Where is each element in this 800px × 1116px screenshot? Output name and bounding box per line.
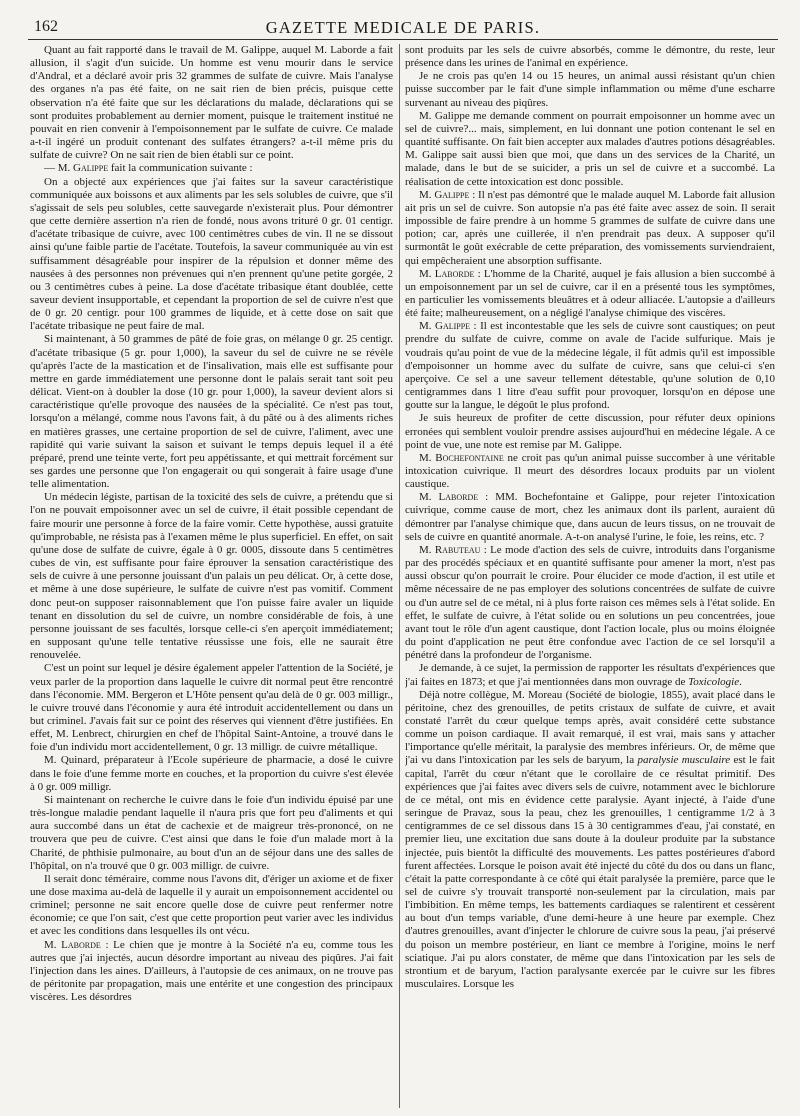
paragraph [30,333,393,491]
paragraph-text: M. Quinard, préparateur à l'Ecole supérieure de pharmacie, a dosé le cuivre dans le foie d'une femme morte en couches, et la proportion du cuivre s'est élevée à 0 gr. 009 milligr. [30,754,393,793]
italic-text: paralysie musculaire [637,754,731,767]
speaker-name: M. Laborde [44,938,101,951]
paragraph [30,44,393,162]
paragraph-text: fait la communication suivante : [108,162,253,175]
paragraph [405,662,775,688]
paragraph [405,268,775,321]
speaker-name: M. Laborde [419,267,475,280]
paragraph-text: est le fait capital, l'arrêt du cœur n'étant que le corollaire de ce résultat primitif. Des expériences que j'ai faites avec divers sels de cuivre, notamment avec le bichlorure de ce métal, ont mis en évidence cette paralysie. Ayant injecté, à l'aide d'une seringue de Pravaz, sous la peau, chez les grenouilles, 1 centigramme 1/2 à 3 centigrammes de ce sel dissous dans 15 à 30 centigrammes d'eau, j'ai constaté, en premier lieu, une excitation due sans doute à la douleur produite par la substance injectée, puis bientôt la difficulté des mouvements. Les pattes postérieures d'abord furent affectées. Lorsque le poison avait été injecté du côté du dos ou dans un flanc, c'était la patte correspondante à ce côté qui était paralysée la première, parce que le sel de cuivre s'y trouvait transporté non-seulement par la circulation, mais par l'imbibition. En même temps, les battements cardiaques se ralentirent et cessèrent au bout d'un temps variable, d'une demi-heure à une heure par exemple. Chez d'autres grenouilles, avant d'injecter le chlorure de cuivre sous la peau, j'ai préservé du poison un membre postérieur, en liant ce membre à l'origine, moins le nerf sciatique. J'ai pu alors constater, de même que dans l'intoxication par les sels de strontium et de baryum, l'action paralysante exercée par le cuivre sur les fibres musculaires. Lorsque les [405,754,775,991]
paragraph [405,70,775,109]
paragraph [405,452,775,491]
paragraph-text: : MM. Bochefontaine et Galippe, pour rejeter l'intoxication cuivrique, comme cause de mort, chez les animaux dont ils parlent, auraient dû démontrer par l'analyse chimique que, dans aucun de leurs tissus, on ne trouvait de sels de cuivre en quantité anormale. A-t-on analysé l'urine, le foie, les reins, etc. ? [405,491,775,543]
speaker-name: M. Rabuteau [419,543,481,556]
paragraph-text: : Le chien que je montre à la Société n'a eu, comme tous les autres que j'ai injectés, aucun désordre important au niveau des piqûres. J'ai fait l'injection dans les aines. D'ailleurs, à l'autopsie de ces animaux, on ne trouve pas de péritonite par propagation, mais une entérite et une congestion des principaux viscères. Les désordres [30,938,393,1004]
paragraph-text: Quant au fait rapporté dans le travail de M. Galippe, auquel M. Laborde a fait allusion, il s'agit d'un suicide. Un homme est venu mourir dans le service d'Andral, et a déclaré avoir pris 32 grammes de sulfate de cuivre. Mais l'analyse des organes n'a pas été faite, on ne sait rien de bien précis, puisque cette observation n'a été faite que sur les déclarations du malade, déclarations qui se sont produites probablement au dernier moment, puisque le traitement institué ne pouvait en rien convenir à l'empoisonnement par le sulfate de cuivre. Ce malade a-t-il ingéré un produit contenant des sulfates étrangers? a-t-il même pris du sulfate de cuivre? On ne sait rien de bien établi sur ce point. [30,44,393,162]
paragraph-text: Si maintenant, à 50 grammes de pâté de foie gras, on mélange 0 gr. 25 centigr. d'acétate tribasique (5 gr. pour 1,000), la saveur du sel de cuivre ne se révèle qu'après l'acte de la mastication et de l'insalivation, mais elle est suffisante pour mettre en garde immédiatement une personne dont le palais serait tant soit peu délicat. Vient-on à doubler la dose (10 gr. pour 1,000), la saveur devient alors si caractéristique qu'elle provoque des nausées de la spécialité. Ce n'est pas tout, lorsqu'on a mélangé, comme nous l'avons fait, à du pâté ou à des aliments riches en matières grasses, une certaine proportion de sel de cuivre, l'aliment, avec une rapidité qui varie suivant la saison et suivant le temps depuis lequel il a été préparé, prend une teinte verte, fort peu appétissante, et qui mettrait forcément sur ses gardes une personne que l'on engagerait ou qui songerait à faire usage d'une telle alimentation. [30,333,393,491]
paragraph [30,176,393,334]
paragraph-text: Si maintenant on recherche le cuivre dans le foie d'un individu épuisé par une très-longue maladie pendant laquelle il n'aura pris que fort peu d'aliments et qui aura succombé dans un état de cachexie et de maigreur très-prononcé, on ne trouvera que peu de cuivre. C'est ainsi que dans le foie d'un malade mort à la Charité, de phthisie pulmonaire, au bout d'un an de séjour dans une des salles de l'hôpital, on n'a trouvé que 0 gr. 003 milligr. de cuivre. [30,793,393,872]
page-header [28,16,778,38]
paragraph [405,189,775,268]
speaker-name: — M. Galippe [44,162,109,175]
paragraph-text: On a objecté aux expériences que j'ai faites sur la saveur caractéristique communiquée aux boissons et aux aliments par les sels solubles de cuivre, que s'il s'agissait de sels peu solubles, cette sauvegarde n'existerait plus. Pour démontrer que cette dernière assertion n'a rien de fondé, nous avons trituré 0 gr. 01 centigr. d'acétate tribasique de cuivre, avec 100 centimètres cubes de vin. Il ne se dissout ainsi qu'une faible partie de l'acétate. Toutefois, la saveur communiquée au vin est suffisamment désagréable pour inspirer de la répulsion et donner même des nausées à des personnes non prévenues qui n'en prennent qu'une petite gorgée, 2 ou 3 centimètres cubes à peine. La dose d'acétate tribasique étant doublée, cette saveur devient insupportable, et cependant la proportion de sel de cuivre n'est que de 0 gr. 20 centigr. pour 100 grammes de liquide, et à cette dose on sait que l'acétate tribasique ne peut faire de mal. [30,175,393,333]
speaker-name: M. Laborde [419,491,479,504]
paragraph-text: . [739,675,742,688]
paragraph-text: M. Galippe me demande comment on pourrait empoisonner un homme avec un sel de cuivre?... mais, simplement, en lui donnant une potion contenant le sel en quantité suffisante. On fait bien accepter aux malades d'autres potions désagréables. M. Galippe sait aussi bien que moi, que dans un des services de la Charité, un malade, dans le but de se suicider, a pris un sel de cuivre et a succombé. La réalisation de cette intoxication est donc possible. [405,109,775,188]
paragraph [30,754,393,793]
paragraph-text: Je suis heureux de profiter de cette discussion, pour réfuter deux opinions erronées qui semblent vouloir prendre assises aujourd'hui en médecine légale. A ce point de vue, une note est remise par M. Galippe. [405,412,775,451]
left-column [30,44,393,1108]
speaker-name: M. Bochefontaine [419,451,504,464]
paragraph [405,544,775,662]
paragraph [405,689,775,992]
paragraph-text: : Il est incontestable que les sels de cuivre sont caustiques; on peut prendre du sulfate de cuivre, comme on avale de l'acide sulfurique. Mais je voudrais qu'au point de vue de la médecine légale, il fût admis qu'il est impossible d'empoisonner un homme avec du sulfate de cuivre, sans que celui-ci s'en aperçoive. Ce sel a une saveur tellement détestable, qu'une solution de 0,10 centigrammes dans 1 litre d'eau suffit pour provoquer, lorsqu'on en dépose une goutte sur la langue, le dégoût le plus profond. [405,320,775,412]
paragraph-text: Déjà notre collègue, M. Moreau (Société de biologie, 1855), avait placé dans le péritoine, chez des grenouilles, de petits cristaux de sulfate de cuivre, et avait constaté l'arrêt du cœur quelque temps après, avait considéré cette substance comme un poison cardiaque. Il avait remarqué, il est vrai, mais sans y attacher l'importance qu'elle méritait, la paralysie des membres inférieurs. Or, de même que j'ai vu dans l'intoxication par les sels de baryum, la [405,688,775,767]
paragraph [30,162,393,175]
paragraph-text: Je demande, à ce sujet, la permission de rapporter les résultats d'expériences que j'ai faites en 1873; et que j'ai mentionnées dans mon ouvrage de [405,662,775,688]
paragraph-text: C'est un point sur lequel je désire également appeler l'attention de la Société, je veux parler de la proportion dans laquelle le cuivre dit normal peut être rencontré dans l'économie. MM. Bergeron et L'Hôte pensent qu'au delà de 0 gr. 003 milligr., le cuivre trouvé dans l'économie y aura été introduit accidentellement ou dans un but criminel. J'avais fait sur ce point des réserves qui viennent d'être justifiées. En effet, M. Lenbrect, chirurgien en chef de l'hôpital Saint-Antoine, a trouvé dans le foie d'un individu mort accidentellement, 0 gr. 13 milligr. de cuivre métallique. [30,662,393,754]
paragraph-text: Je ne crois pas qu'en 14 ou 15 heures, un animal aussi résistant qu'un chien puisse succomber par le fait d'une simple inflammation ou même d'une escharre survenant au niveau des piqûres. [405,70,775,109]
column-divider [399,44,400,1108]
paragraph-text: : Il n'est pas démontré que le malade auquel M. Laborde fait allusion ait pris un sel de cuivre. Son autopsie n'a pas été faite avec assez de soin. Il serait impossible de faire prendre à un homme 5 grammes de sulfate de cuivre dans une potion; car, après une cuillerée, il n'en prendrait pas deux. A supposer qu'il surmontât le goût exécrable de cette préparation, des vomissements surviendraient, qui empêcheraient une absorption suffisante. [405,188,775,267]
paragraph [30,662,393,754]
paragraph [30,939,393,1005]
paragraph-text: ne croit pas qu'un animal puisse succomber à une véritable intoxication cuivrique. Il meurt des désordres locaux produits par un violent caustique. [405,451,775,491]
paragraph [405,320,775,412]
paragraph-text: Un médecin légiste, partisan de la toxicité des sels de cuivre, a prétendu que si l'on ne pouvait empoisonner avec un sel de cuivre, il était possible cependant de faire mourir une personne à force de la faire vomir. Cette hypothèse, aussi gratuite qu'improbable, ne résista pas à l'examen même le plus superficiel. En effet, on sait qu'une dose de sulfate de cuivre, égale à 0 gr. 0005, dissoute dans 5 centimètres cubes de vin, est suffisante pour faire éprouver la sensation caractéristique des sels de cuivre à une personne jouissant d'un palais un peu délicat. Or, à cette dose, et même à une dose supérieure, le sulfate de cuivre n'est pas vomitif. Comment donc peut-on supposer raisonnablement que l'on puisse faire avaler un liquide tenant en dissolution du sel de cuivre, un nombre considérable de fois, à une personne jouissant de ses facultés, lorsque celle-ci s'en aperçoit immédiatement; en supposant qu'une telle tentative réussisse une fois, elle ne saurait être renouvelée. [30,491,393,662]
speaker-name: M. Galippe [419,188,470,201]
italic-text: Toxicologie [688,675,740,688]
journal-title: GAZETTE MEDICALE DE PARIS. [265,18,541,37]
paragraph-text: : L'homme de la Charité, auquel je fais allusion a bien succombé à un empoisonnement par un sel de cuivre, car il en a présenté tous les symptômes, en particulier les vomissements bleuâtres et à odeur alliacée. L'autopsie a d'ailleurs été faite; malheureusement, on a négligé l'analyse chimique des viscères. [405,267,775,320]
paragraph [30,873,393,939]
paragraph-text: sont produits par les sels de cuivre absorbés, comme le démontre, du reste, leur présence dans les urines de l'animal en expérience. [405,44,775,70]
paragraph [30,794,393,873]
header-rule [28,39,778,40]
page-number: 162 [34,18,58,35]
right-column [405,44,775,1108]
paragraph [405,110,775,189]
paragraph [405,412,775,451]
paragraph-text: : Le mode d'action des sels de cuivre, introduits dans l'organisme par des procédés spéciaux et en quantité suffisante pour amener la mort, n'est pas aussi obscur qu'on pourrait le croire. Pour élucider ce mode d'action, il est utile et même nécessaire de ne pas employer des solutions concentrées de sulfate de cuivre ou d'un autre sel de ce métal, ni à plus forte raison ces mêmes sels à l'état solide. En effet, le sulfate de cuivre, à l'état solide ou en solutions un peu concentrées, joue avant tout le rôle d'un agent caustique, dont l'action locale, plus ou moins éloignée du point d'application ne peut être confondue avec l'action de ce sel lorsqu'il a pénétré dans la profondeur de l'organisme. [405,543,775,662]
paragraph-text: Il serait donc téméraire, comme nous l'avons dit, d'ériger un axiome et de fixer une dose maxima au-delà de laquelle il y aurait un empoisonnement accidentel ou criminel; personne ne sait encore quelle dose de cuivre peut renfermer notre économie; ce que l'on sait, c'est que cette proportion peut varier avec les individus et avec les conditions dans lesquelles ils ont vécu. [30,872,393,938]
paragraph [405,491,775,544]
paragraph [405,44,775,70]
paragraph [30,491,393,662]
speaker-name: M. Galippe [419,320,471,333]
